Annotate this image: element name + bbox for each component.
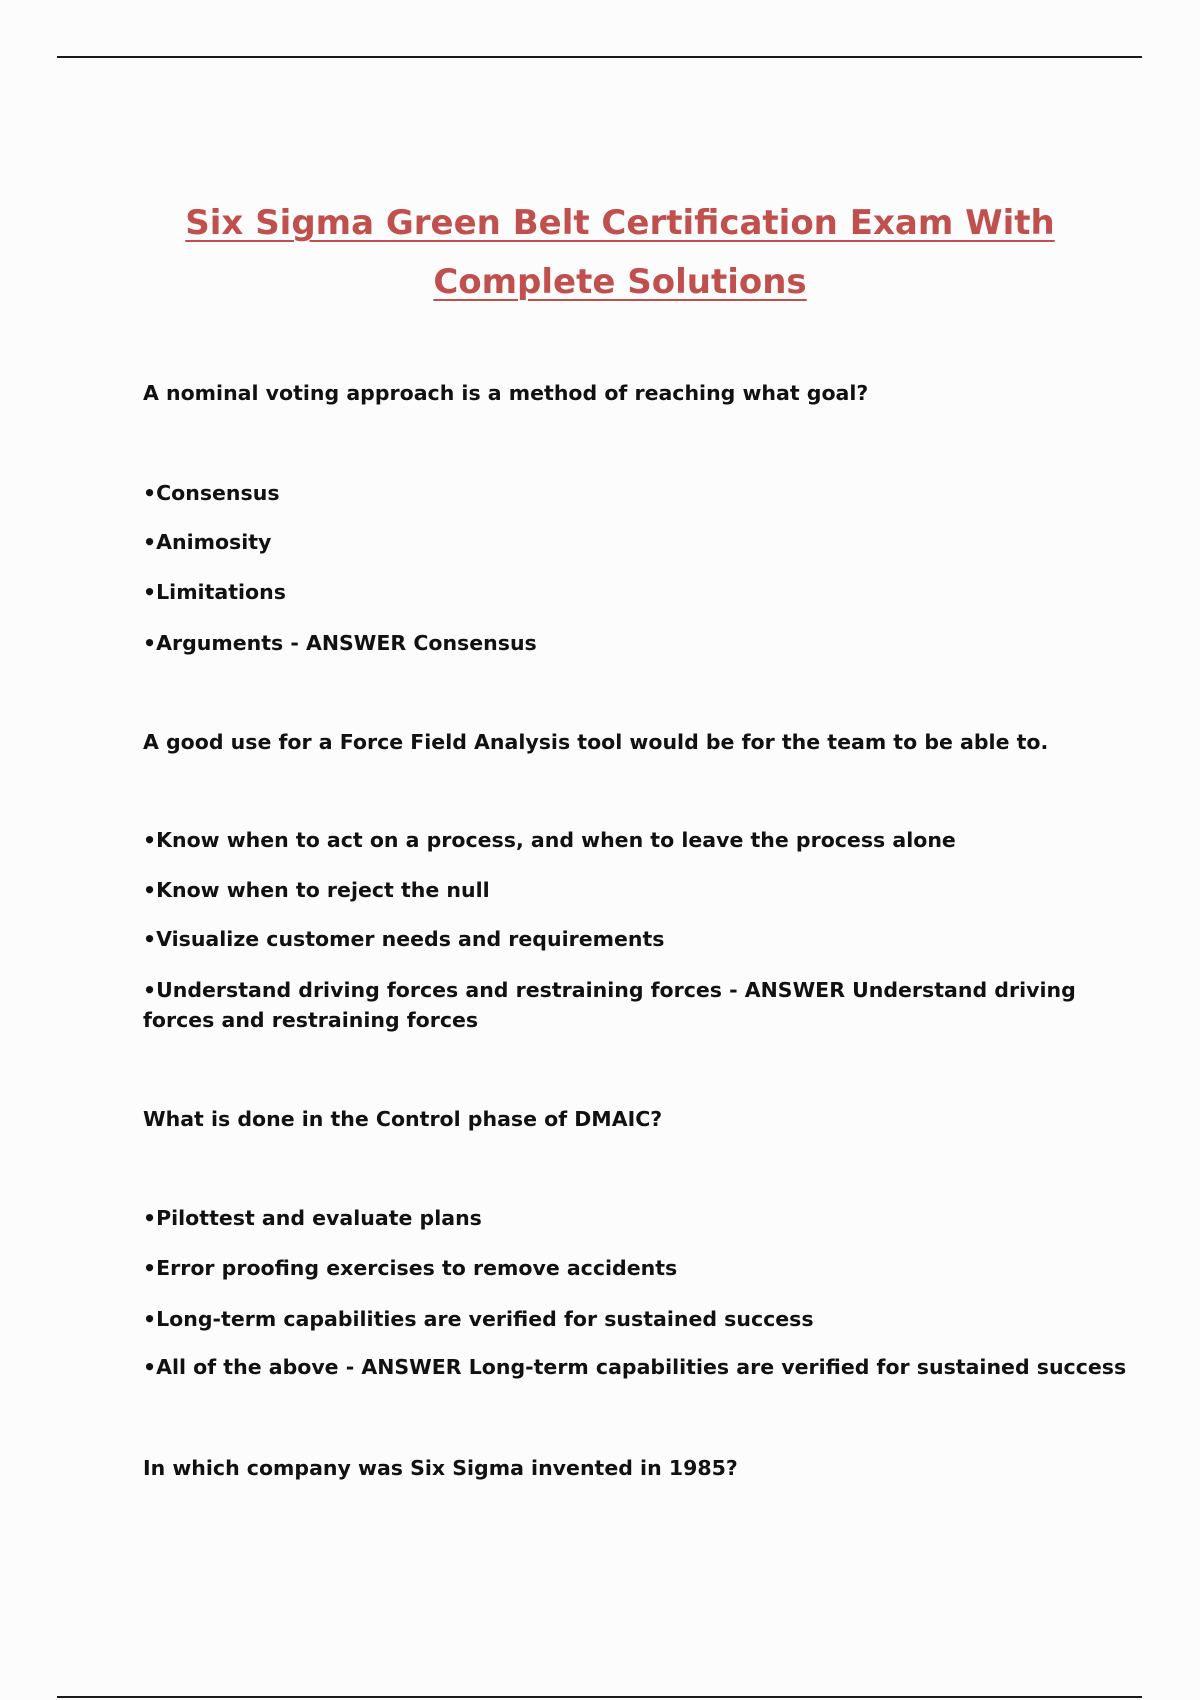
q2-option-3: •Visualize customer needs and requirements — [143, 927, 665, 951]
q2-option-1: •Know when to act on a process, and when to leave the process alone — [143, 828, 956, 852]
title-line-1: Six Sigma Green Belt Certification Exam With — [185, 203, 1055, 243]
bottom-rule — [57, 1696, 1142, 1698]
question-1: A nominal voting approach is a method of reaching what goal? — [143, 381, 869, 405]
q2-option-4-answer: •Understand driving forces and restraining forces - ANSWER Understand driving forces and restraining forces — [143, 978, 1076, 1032]
q1-option-2: •Animosity — [143, 530, 272, 554]
q2-option-2: •Know when to reject the null — [143, 878, 490, 902]
q1-option-1: •Consensus — [143, 481, 280, 505]
q3-option-4-answer: •All of the above - ANSWER Long-term capabilities are verified for sustained success — [143, 1355, 1127, 1379]
q3-option-1: •Pilottest and evaluate plans — [143, 1206, 482, 1230]
question-2: A good use for a Force Field Analysis tool would be for the team to be able to. — [143, 730, 1049, 754]
top-rule — [57, 56, 1142, 58]
document-title — [0, 194, 1200, 312]
q1-option-3: •Limitations — [143, 580, 286, 604]
title-line-2: Complete Solutions — [433, 262, 807, 302]
q3-option-3: •Long-term capabilities are verified for sustained success — [143, 1307, 814, 1331]
q1-option-4-answer: •Arguments - ANSWER Consensus — [143, 631, 537, 655]
question-4: In which company was Six Sigma invented in 1985? — [143, 1456, 738, 1480]
question-3: What is done in the Control phase of DMAIC? — [143, 1107, 663, 1131]
q3-option-2: •Error proofing exercises to remove accidents — [143, 1256, 678, 1280]
